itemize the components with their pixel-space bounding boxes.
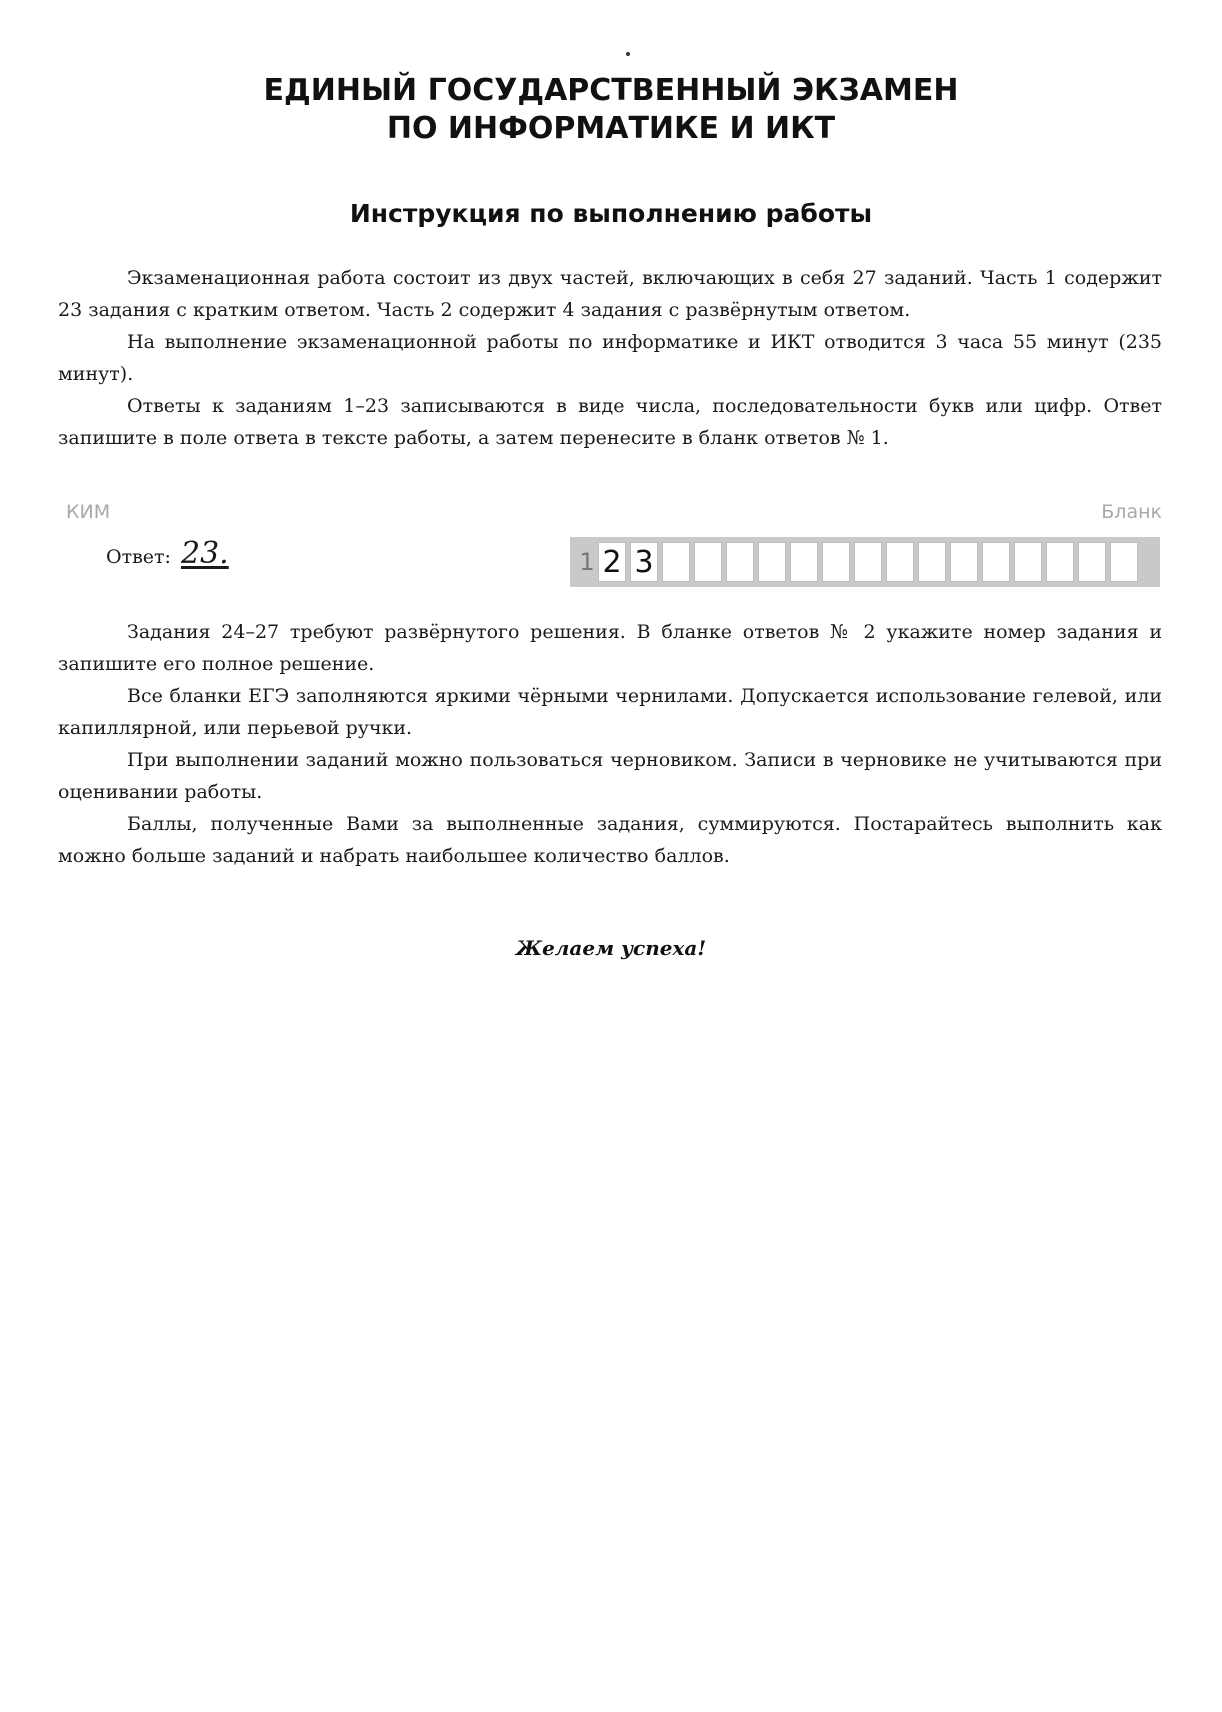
answer-example bbox=[106, 536, 229, 575]
grid-cell bbox=[950, 542, 978, 582]
paragraph: Все бланки ЕГЭ заполняются яркими чёрными чернилами. Допускается использование гелевой, или капиллярной, или перьевой ручки. bbox=[58, 685, 1162, 739]
answer-value: 23. bbox=[181, 536, 229, 571]
title-line-2: ПО ИНФОРМАТИКЕ И ИКТ bbox=[386, 111, 836, 146]
grid-cell: 3 bbox=[630, 542, 658, 582]
grid-cell bbox=[758, 542, 786, 582]
grid-cell bbox=[1078, 542, 1106, 582]
grid-cell bbox=[726, 542, 754, 582]
paragraph: Баллы, полученные Вами за выполненные задания, суммируются. Постарайтесь выполнить как можно больше заданий и набрать наибольшее количество баллов. bbox=[58, 813, 1162, 867]
grid-cell bbox=[854, 542, 882, 582]
paragraph: При выполнении заданий можно пользоваться черновиком. Записи в черновике не учитываются при оценивании работы. bbox=[58, 749, 1162, 803]
blank-label: Бланк bbox=[1101, 501, 1162, 523]
kim-label: КИМ bbox=[66, 501, 111, 523]
paragraph: Задания 24–27 требуют развёрнутого решения. В бланке ответов № 2 укажите номер задания и запишите его полное решение. bbox=[58, 621, 1162, 675]
grid-cell bbox=[822, 542, 850, 582]
grid-cell bbox=[886, 542, 914, 582]
grid-task-number: 1 bbox=[579, 548, 595, 576]
page-title bbox=[0, 72, 1222, 148]
grid-cell bbox=[790, 542, 818, 582]
title-line-1: ЕДИНЫЙ ГОСУДАРСТВЕННЫЙ ЭКЗАМЕН bbox=[263, 73, 959, 108]
rules-body bbox=[58, 616, 1162, 872]
grid-cell bbox=[1110, 542, 1138, 582]
grid-cell bbox=[694, 542, 722, 582]
paragraph: Экзаменационная работа состоит из двух частей, включающих в себя 27 заданий. Часть 1 содержит 23 задания с кратким ответом. Часть 2 содержит 4 задания с развёрнутым ответом. bbox=[58, 267, 1162, 321]
grid-cell bbox=[1014, 542, 1042, 582]
scan-speck bbox=[626, 52, 630, 56]
grid-cell: 2 bbox=[598, 542, 626, 582]
closing-wish: Желаем успеха! bbox=[515, 936, 707, 960]
paragraph: Ответы к заданиям 1–23 записываются в виде числа, последовательности букв или цифр. Ответ запишите в поле ответа в тексте работы, а затем перенесите в бланк ответов № 1. bbox=[58, 395, 1162, 449]
answer-label: Ответ: bbox=[106, 546, 171, 568]
instructions-heading: Инструкция по выполнению работы bbox=[349, 199, 873, 228]
answer-form-grid bbox=[570, 537, 1160, 587]
grid-cell bbox=[982, 542, 1010, 582]
grid-cell bbox=[662, 542, 690, 582]
paragraph: На выполнение экзаменационной работы по информатике и ИКТ отводится 3 часа 55 минут (235 минут). bbox=[58, 331, 1162, 385]
grid-cell bbox=[918, 542, 946, 582]
instructions-body bbox=[58, 262, 1162, 454]
grid-cell bbox=[1046, 542, 1074, 582]
